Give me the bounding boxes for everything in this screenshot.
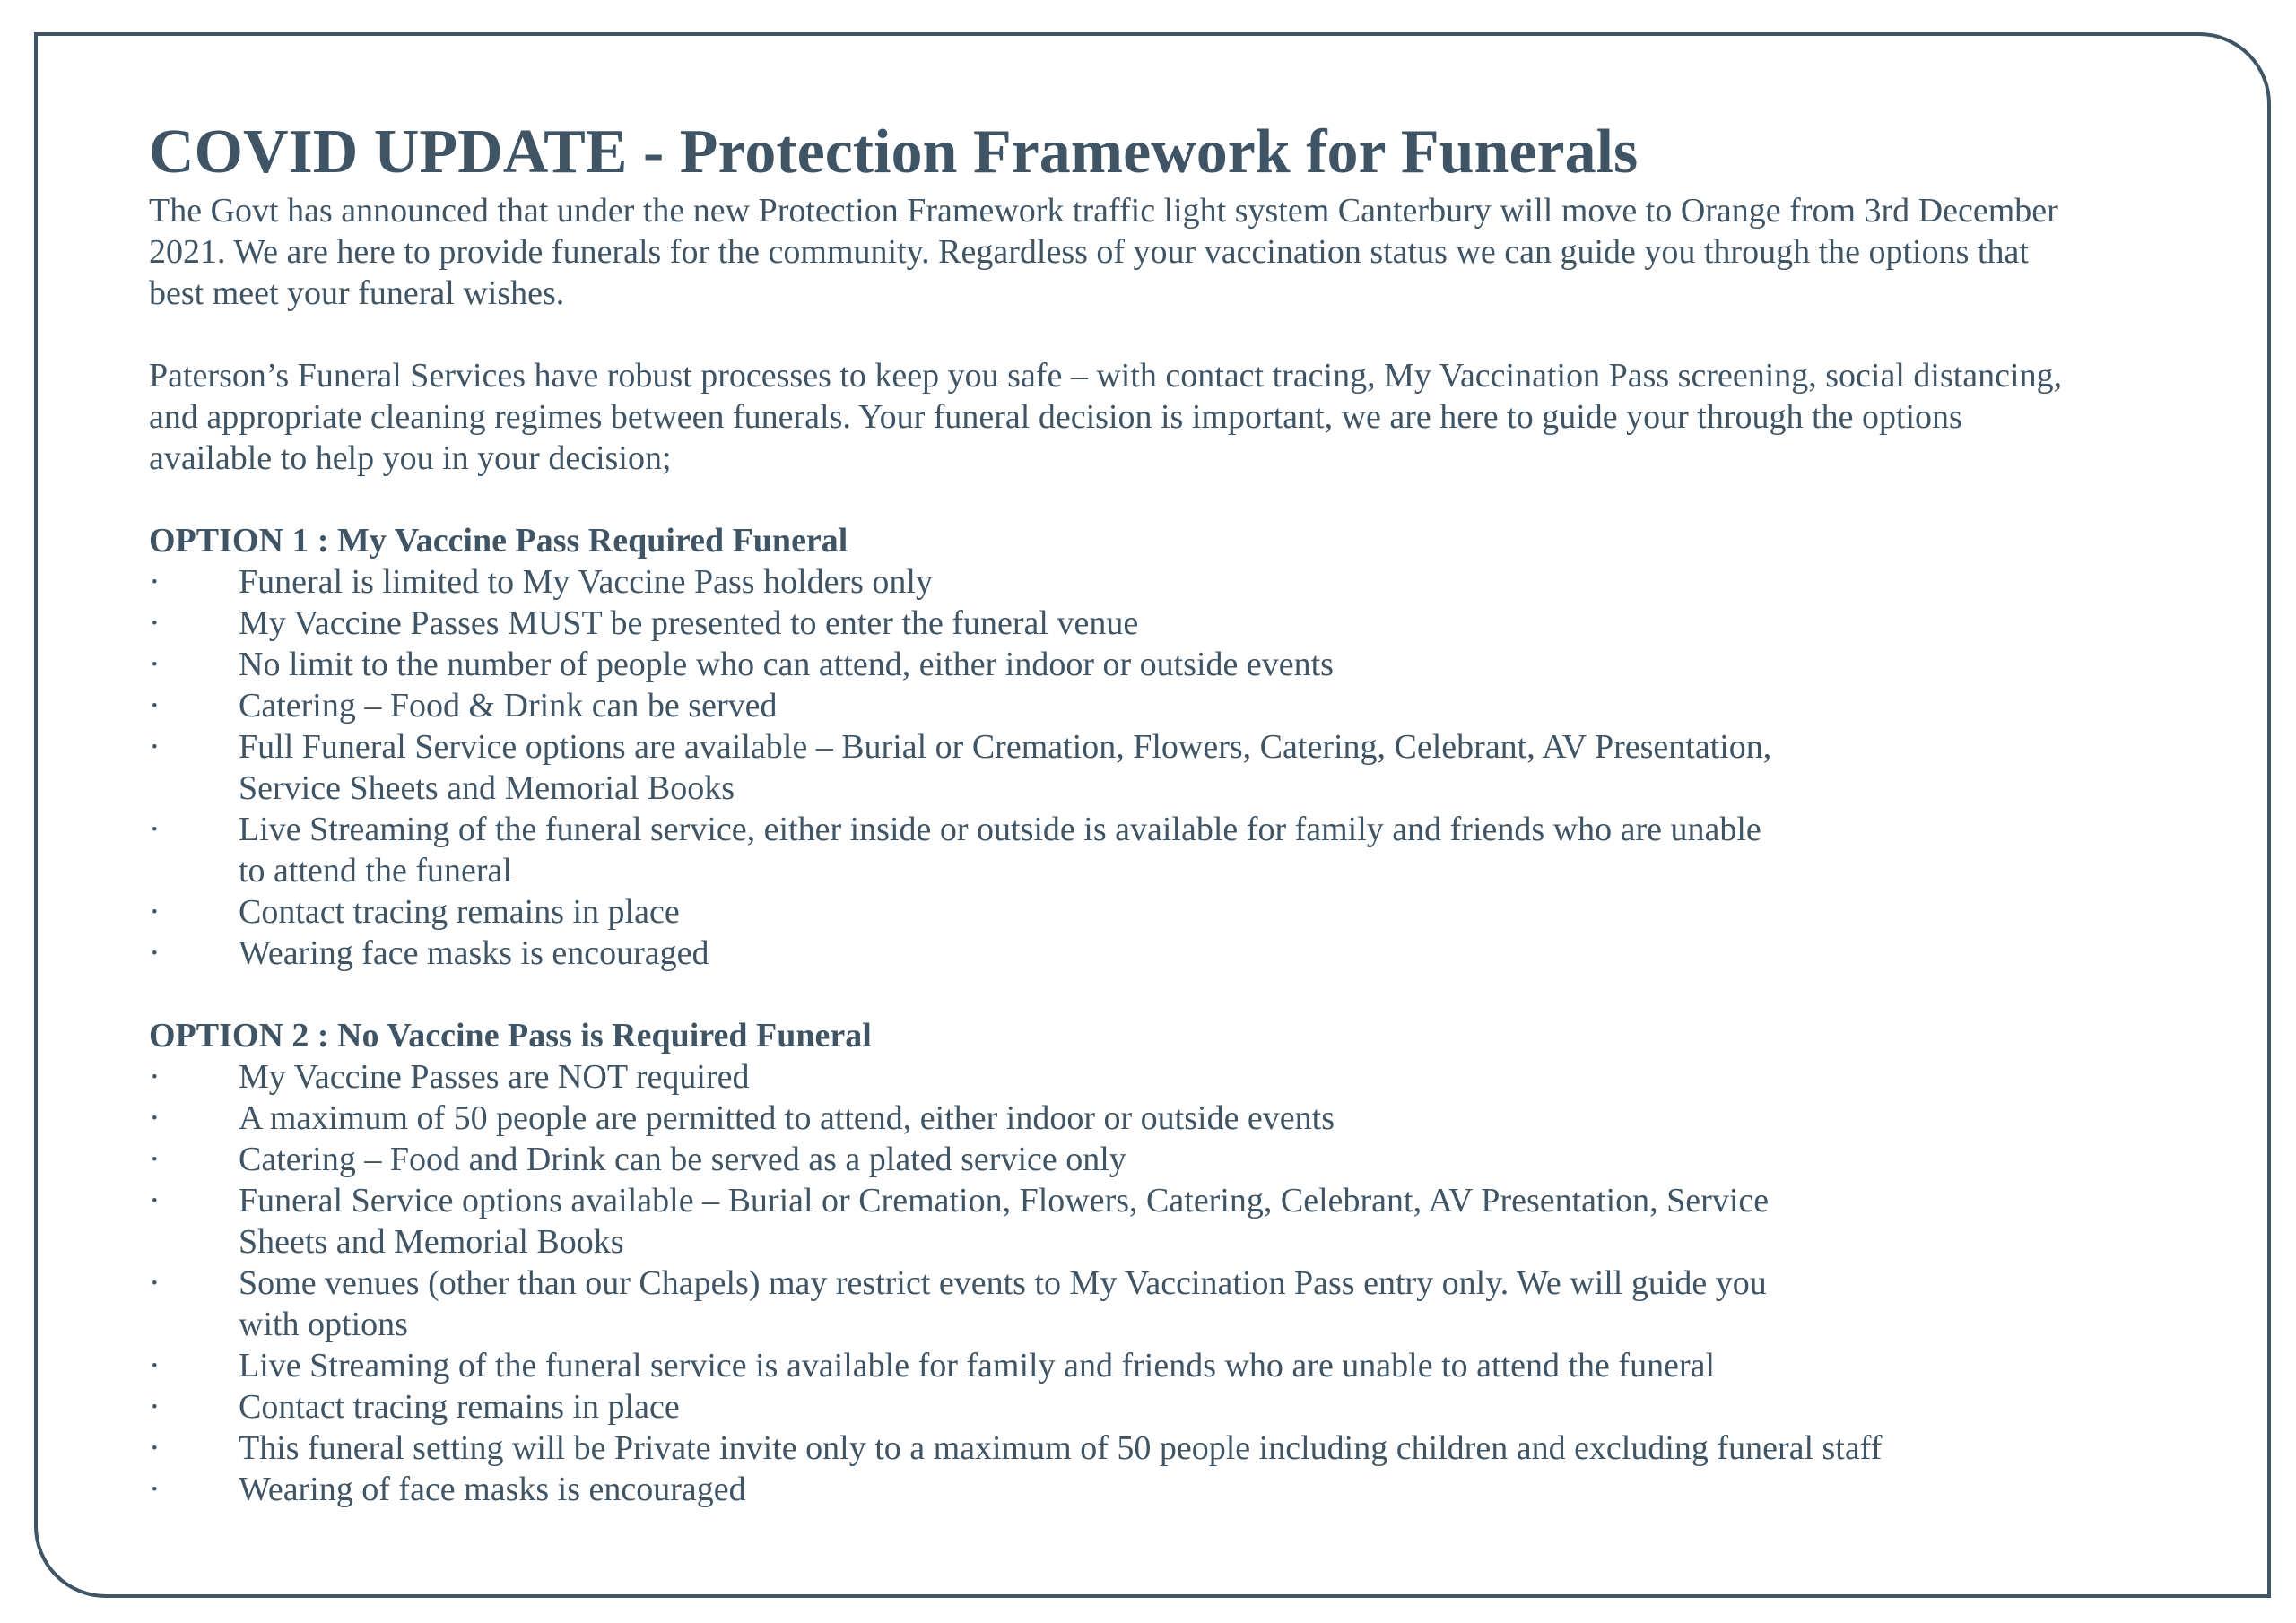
paragraph-spacer xyxy=(149,314,2185,355)
list-item xyxy=(149,1428,2185,1469)
bullet-dot: · xyxy=(149,811,161,848)
intro-line: The Govt has announced that under the new Protection Framework traffic light system Canterbury will move to Orange from 3rd December xyxy=(149,192,2058,230)
list-item-text: Live Streaming of the funeral service, either inside or outside is available for family and friends who are unable xyxy=(239,811,1761,848)
list-item xyxy=(149,1263,2185,1345)
list-item-text: Contact tracing remains in place xyxy=(239,1388,680,1426)
list-item-text: with options xyxy=(239,1306,408,1343)
list-item-text: Live Streaming of the funeral service is available for family and friends who are unable to attend the funeral xyxy=(239,1347,1716,1384)
bullet-dot: · xyxy=(149,728,161,766)
list-item xyxy=(149,561,2185,603)
list-item xyxy=(149,933,2185,974)
list-item-text: Funeral is limited to My Vaccine Pass holders only xyxy=(239,563,933,601)
page-title: COVID UPDATE - Protection Framework for Funerals xyxy=(149,117,1639,187)
option-1-list xyxy=(149,561,2185,974)
list-item xyxy=(149,809,2185,891)
list-item-text: Full Funeral Service options are available – Burial or Cremation, Flowers, Catering, Celebrant, AV Presentation, xyxy=(239,728,1772,766)
list-item xyxy=(149,1098,2185,1139)
bullet-dot: · xyxy=(149,893,161,931)
list-item-text: Wearing face masks is encouraged xyxy=(239,934,709,972)
list-item-text: This funeral setting will be Private invite only to a maximum of 50 people including children and excluding funeral staff xyxy=(239,1429,1883,1467)
list-item-text: Wearing of face masks is encouraged xyxy=(239,1471,746,1508)
bullet-dot: · xyxy=(149,1182,161,1219)
processes-paragraph xyxy=(149,355,2185,479)
bullet-dot: · xyxy=(149,646,161,683)
option-2-title: OPTION 2 : No Vaccine Pass is Required Funeral xyxy=(149,1017,872,1055)
list-item-text: Contact tracing remains in place xyxy=(239,893,680,931)
list-item-text: No limit to the number of people who can attend, either indoor or outside events xyxy=(239,646,1334,683)
list-item-text: My Vaccine Passes MUST be presented to enter the funeral venue xyxy=(239,604,1139,642)
list-item xyxy=(149,726,2185,809)
list-item xyxy=(149,603,2185,644)
list-item xyxy=(149,1386,2185,1428)
bullet-dot: · xyxy=(149,687,161,725)
list-item xyxy=(149,1056,2185,1098)
option-2-list xyxy=(149,1056,2185,1510)
list-item-text: Some venues (other than our Chapels) may restrict events to My Vaccination Pass entry only. We will guide you xyxy=(239,1264,1767,1302)
bullet-dot: · xyxy=(149,1264,161,1302)
processes-line: and appropriate cleaning regimes between funerals. Your funeral decision is important, we are here to guide your through the options xyxy=(149,398,1962,436)
list-item-text: Funeral Service options available – Burial or Cremation, Flowers, Catering, Celebrant, AV Presentation, Service xyxy=(239,1182,1770,1219)
list-item-text: Sheets and Memorial Books xyxy=(239,1223,624,1261)
list-item-text: to attend the funeral xyxy=(239,852,512,890)
notice-content xyxy=(149,115,2185,1510)
processes-line: Paterson’s Funeral Services have robust processes to keep you safe – with contact tracing, My Vaccination Pass screening, social distancing, xyxy=(149,357,2063,395)
list-item xyxy=(149,644,2185,685)
list-item xyxy=(149,1469,2185,1510)
list-item xyxy=(149,1345,2185,1386)
bullet-dot: · xyxy=(149,1141,161,1178)
list-item xyxy=(149,1139,2185,1180)
processes-line: available to help you in your decision; xyxy=(149,439,672,477)
option-1-title: OPTION 1 : My Vaccine Pass Required Funeral xyxy=(149,522,848,560)
list-item-text: Catering – Food and Drink can be served as a plated service only xyxy=(239,1141,1126,1178)
list-item-text: Catering – Food & Drink can be served xyxy=(239,687,778,725)
bullet-dot: · xyxy=(149,1388,161,1426)
list-item xyxy=(149,891,2185,933)
paragraph-spacer xyxy=(149,479,2185,520)
intro-paragraph xyxy=(149,190,2185,314)
bullet-dot: · xyxy=(149,1429,161,1467)
bullet-dot: · xyxy=(149,934,161,972)
list-item-text: A maximum of 50 people are permitted to attend, either indoor or outside events xyxy=(239,1099,1335,1137)
intro-line: best meet your funeral wishes. xyxy=(149,274,565,312)
bullet-dot: · xyxy=(149,1471,161,1508)
list-item xyxy=(149,685,2185,726)
intro-line: 2021. We are here to provide funerals for the community. Regardless of your vaccination status we can guide you through the options that xyxy=(149,233,2029,271)
bullet-dot: · xyxy=(149,563,161,601)
bullet-dot: · xyxy=(149,1347,161,1384)
list-item-text: Service Sheets and Memorial Books xyxy=(239,769,735,807)
list-item-text: My Vaccine Passes are NOT required xyxy=(239,1058,750,1096)
list-item xyxy=(149,1180,2185,1263)
bullet-dot: · xyxy=(149,1058,161,1096)
bullet-dot: · xyxy=(149,1099,161,1137)
bullet-dot: · xyxy=(149,604,161,642)
paragraph-spacer xyxy=(149,974,2185,1015)
